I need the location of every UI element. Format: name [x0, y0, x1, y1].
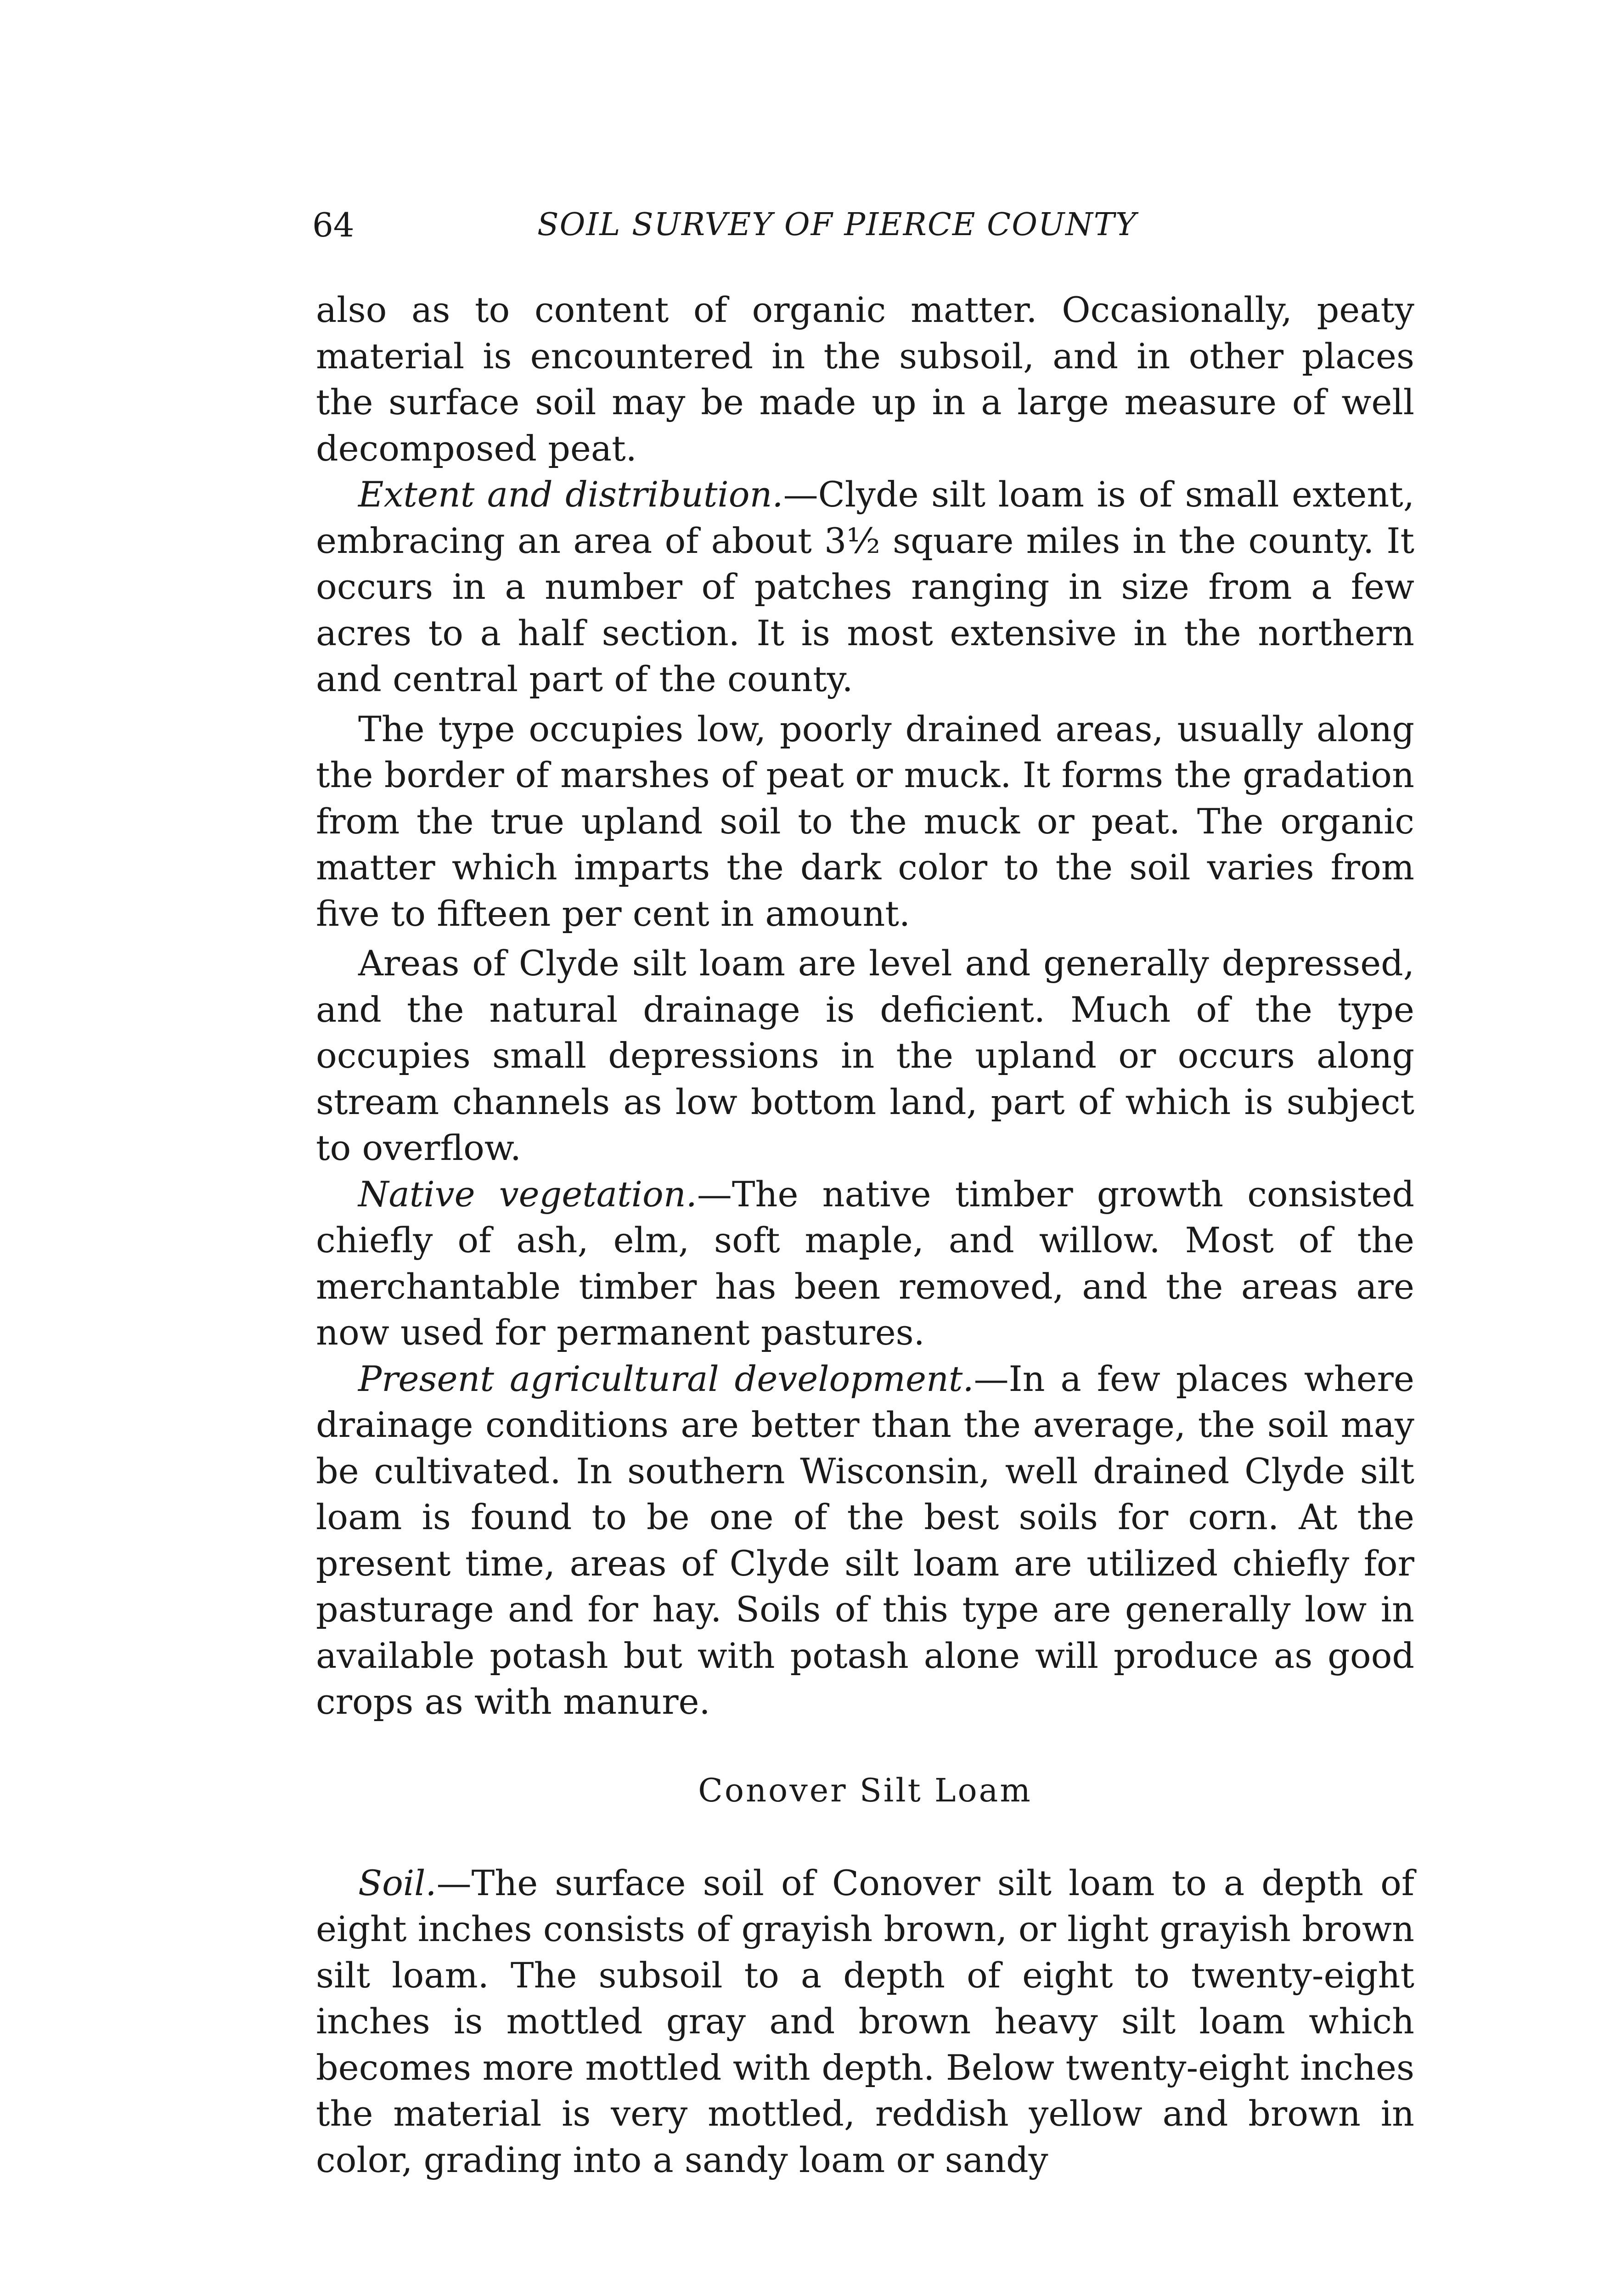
paragraph-text: —Clyde silt loam is of small extent, embracing an area of about 3½ square miles in the county. It occurs in a number of patches ranging in size from a few acres to a half section. It is most extensive in the northern and central part of the county. — [316, 474, 1414, 699]
paragraph-areas — [316, 940, 1414, 1171]
page-number: 64 — [312, 206, 355, 244]
paragraph-type-occupies — [316, 706, 1414, 937]
paragraph-continuation — [316, 287, 1414, 472]
paragraph-text: —In a few places where drainage conditions are better than the average, the soil may be cultivated. In southern Wisconsin, well drained Clyde silt loam is found to be one of the best soils for corn. At the present time, areas of Clyde silt loam are utilized chiefly for pasturage and for hay. Soils of this type are generally low in available potash but with potash alone will produce as good crops as with manure. — [316, 1358, 1414, 1722]
page-header — [312, 202, 1414, 257]
paragraph-lead: Present agricultural development. — [358, 1358, 974, 1399]
paragraph-text: The type occupies low, poorly drained areas, usually along the border of marshes of peat or muck. It forms the gradation from the true upland soil to the muck or peat. The organic matter which imparts the dark color to the soil varies from five to fifteen per cent in amount. — [316, 708, 1414, 934]
paragraph-text: —The surface soil of Conover silt loam to a depth of eight inches consists of grayish brown, or light grayish brown silt loam. The subsoil to a depth of eight to twenty-eight inches is mottled gray and brown heavy silt loam which becomes more mottled with depth. Below twenty-eight inches the material is very mottled, reddish yellow and brown in color, grading into a sandy loam or sandy — [316, 1862, 1414, 2180]
running-head: SOIL SURVEY OF PIERCE COUNTY — [537, 207, 1137, 243]
paragraph-lead: Soil. — [358, 1862, 437, 1903]
paragraph-agricultural-development — [316, 1356, 1414, 1725]
paragraph-native-vegetation — [316, 1171, 1414, 1356]
paragraph-text: Areas of Clyde silt loam are level and generally depressed, and the natural drainage is deficient. Much of the type occupies small depressions in the upland or occurs along stream channels as low bottom land, part of which is subject to overflow. — [316, 943, 1414, 1168]
paragraph-extent-distribution — [316, 472, 1414, 703]
section-heading: Conover Silt Loam — [698, 1771, 1032, 1809]
paragraph-lead: Extent and distribution. — [358, 474, 783, 515]
paragraph-text: also as to content of organic matter. Occasionally, peaty material is encountered in the subsoil, and in other places the surface soil may be made up in a large measure of well decomposed peat. — [316, 289, 1414, 469]
paragraph-text: —The native timber growth consisted chiefly of ash, elm, soft maple, and willow. Most of the merchantable timber has been removed, and the areas are now used for permanent pastures. — [316, 1173, 1414, 1353]
body-text — [316, 287, 1414, 2183]
paragraph-soil — [316, 1860, 1414, 2183]
paragraph-lead: Native vegetation. — [358, 1173, 697, 1215]
